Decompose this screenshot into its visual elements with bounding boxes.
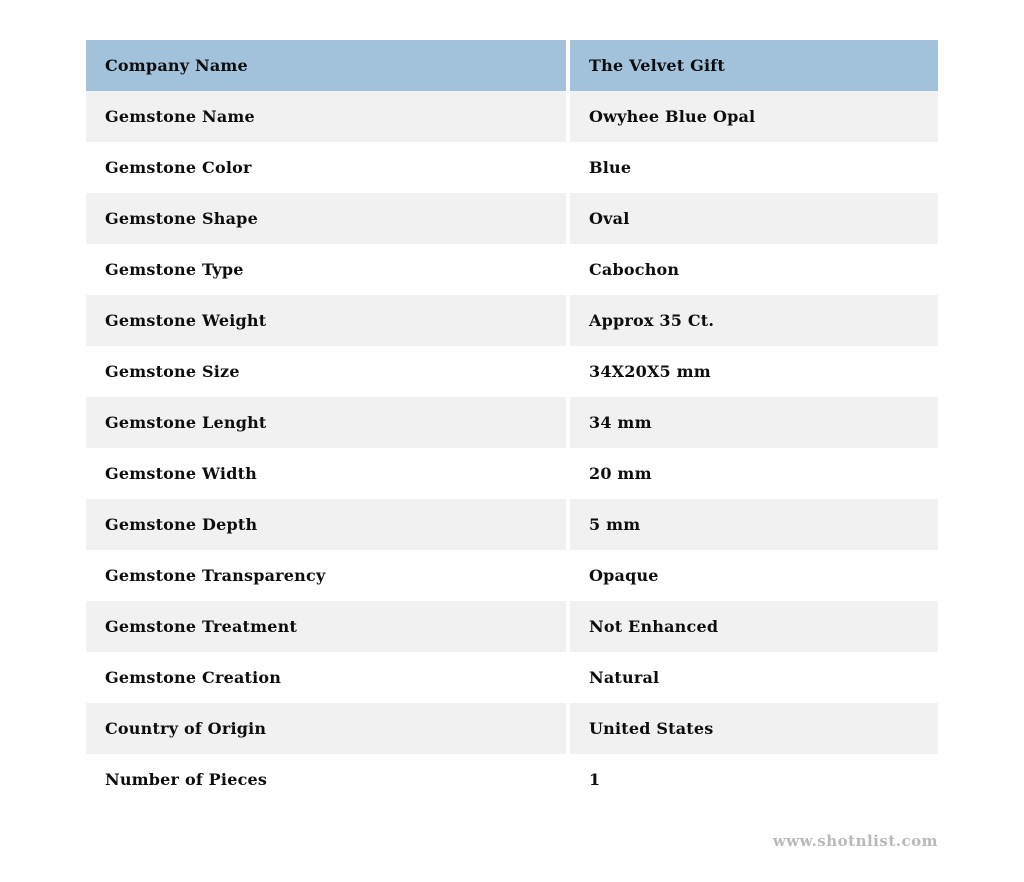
row-value-cell: Owyhee Blue Opal: [570, 91, 938, 142]
row-label-cell: Gemstone Creation: [86, 652, 566, 703]
row-value-cell: Opaque: [570, 550, 938, 601]
row-label-cell: Gemstone Size: [86, 346, 566, 397]
row-label-cell: Gemstone Depth: [86, 499, 566, 550]
row-label-cell: Gemstone Shape: [86, 193, 566, 244]
row-value-cell: 5 mm: [570, 499, 938, 550]
row-value-cell: Not Enhanced: [570, 601, 938, 652]
table-row: [86, 652, 938, 703]
table-row: [86, 244, 938, 295]
table-row: [86, 397, 938, 448]
row-value-cell: 1: [570, 754, 938, 805]
table-row: [86, 295, 938, 346]
table-row: [86, 142, 938, 193]
table-row: [86, 754, 938, 805]
row-label-cell: Gemstone Treatment: [86, 601, 566, 652]
table-row: [86, 448, 938, 499]
table-row: [86, 601, 938, 652]
row-value-cell: United States: [570, 703, 938, 754]
row-value-cell: 20 mm: [570, 448, 938, 499]
row-label-cell: Gemstone Width: [86, 448, 566, 499]
header-value-cell: The Velvet Gift: [570, 40, 938, 91]
row-label-cell: Gemstone Color: [86, 142, 566, 193]
table-row: [86, 550, 938, 601]
row-label-cell: Gemstone Type: [86, 244, 566, 295]
row-label-cell: Gemstone Weight: [86, 295, 566, 346]
table-row: [86, 91, 938, 142]
table-row: [86, 499, 938, 550]
watermark-text: www.shotnlist.com: [772, 832, 938, 850]
gemstone-spec-table: [86, 40, 938, 805]
row-label-cell: Gemstone Name: [86, 91, 566, 142]
row-label-cell: Country of Origin: [86, 703, 566, 754]
row-value-cell: Blue: [570, 142, 938, 193]
row-value-cell: 34X20X5 mm: [570, 346, 938, 397]
table-row: [86, 346, 938, 397]
table-header-row: [86, 40, 938, 91]
header-label-cell: Company Name: [86, 40, 566, 91]
table-row: [86, 703, 938, 754]
row-label-cell: Gemstone Lenght: [86, 397, 566, 448]
row-value-cell: Natural: [570, 652, 938, 703]
row-value-cell: 34 mm: [570, 397, 938, 448]
row-value-cell: Approx 35 Ct.: [570, 295, 938, 346]
row-value-cell: Oval: [570, 193, 938, 244]
row-label-cell: Gemstone Transparency: [86, 550, 566, 601]
table-row: [86, 193, 938, 244]
row-label-cell: Number of Pieces: [86, 754, 566, 805]
row-value-cell: Cabochon: [570, 244, 938, 295]
